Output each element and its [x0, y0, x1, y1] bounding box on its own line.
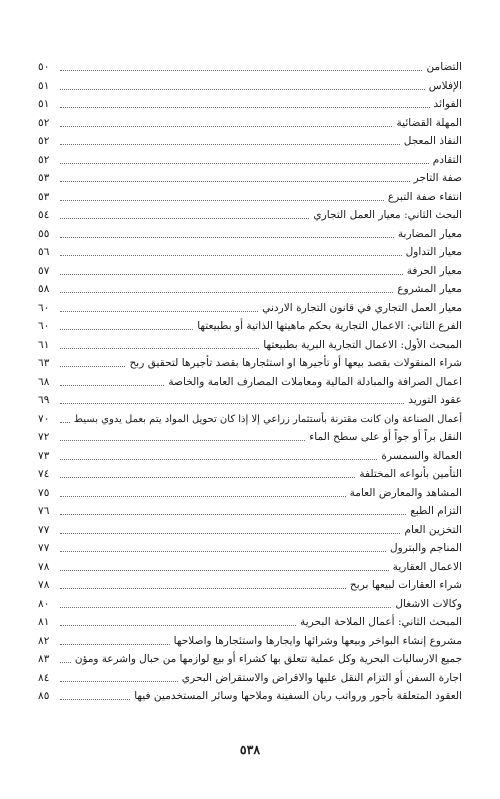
- toc-entry-title: شراء المنقولات بقصد بيعها أو تأجيرها او استئجارها بقصد تأجيرها لتحقيق ربح: [129, 357, 462, 369]
- toc-entry-page: ٨٤: [38, 671, 50, 684]
- toc-entry-title: اعمال الصرافة والمبادلة المالية ومعاملات المصارف العامة والخاصة: [168, 375, 462, 388]
- toc-entry-page: ٦٨: [38, 375, 50, 388]
- toc-entry-page: ٨٣: [38, 653, 50, 665]
- toc-entry-title: المبحث الثاني: أعمال الملاحة البحرية: [300, 616, 462, 628]
- toc-entry-title: وكالات الاشغال: [395, 597, 462, 610]
- toc-entry-page: ٥٠: [38, 61, 50, 73]
- toc-entry: [38, 260, 462, 278]
- toc-entry-page: ٦١: [38, 338, 50, 351]
- toc-entry-title: صفة التاجر: [413, 172, 462, 184]
- dot-leader: [60, 292, 393, 293]
- toc-entry-title: عقود التوريد: [408, 394, 462, 406]
- toc-entry-page: ٧٥: [38, 486, 50, 499]
- toc-entry-page: ٧٧: [38, 542, 50, 554]
- toc-entry-title: معيار المشروع: [397, 283, 462, 295]
- toc-entry: [38, 556, 462, 574]
- toc-entry: [38, 463, 462, 481]
- dot-leader: [60, 551, 386, 552]
- dot-leader: [60, 440, 305, 441]
- toc-entry-page: ٧٢: [38, 431, 50, 443]
- toc-entry-title: الاعمال العقارية: [392, 560, 462, 573]
- toc-entry: [38, 630, 462, 648]
- page-number: ٥٣٨: [239, 742, 261, 757]
- toc-entry: [38, 93, 462, 111]
- toc-entry: [38, 167, 462, 185]
- dot-leader: [60, 329, 193, 330]
- toc-entry-title: البحث الثاني: معيار العمل التجاري: [313, 209, 462, 221]
- dot-leader: [60, 588, 346, 589]
- toc-entry-title: العمالة والسمسرة: [381, 449, 462, 462]
- toc-entry-page: ٧٤: [38, 468, 50, 480]
- toc-entry-page: ٥٤: [38, 209, 50, 221]
- toc-entry-page: ٧٨: [38, 579, 50, 591]
- toc-entry-title: معيار التداول: [405, 246, 462, 258]
- toc-entry-page: ٥٥: [38, 227, 50, 240]
- toc-entry-title: معيار العمل التجاري في قانون التجارة الاردني: [262, 301, 462, 314]
- toc-entry: [38, 130, 462, 148]
- toc-entry-page: ٧٠: [38, 412, 50, 425]
- toc-entry-page: ٥٨: [38, 283, 50, 295]
- dot-leader: [60, 403, 404, 404]
- toc-entry: [38, 186, 462, 204]
- toc-entry-page: ٧٦: [38, 505, 50, 517]
- toc-entry-title: التخزين العام: [404, 523, 462, 536]
- toc-entry: [38, 371, 462, 389]
- toc-entry-title: التأمين بأنواعه المختلفة: [359, 468, 462, 480]
- dot-leader: [60, 237, 394, 238]
- toc-entry-title: المناجم والبترول: [389, 542, 462, 554]
- toc-entry: [38, 204, 462, 222]
- toc-entry: [38, 352, 462, 370]
- dot-leader: [60, 89, 425, 90]
- dot-leader: [60, 533, 400, 534]
- toc-entry-page: ٨٥: [38, 690, 50, 702]
- toc-entry: [38, 426, 462, 444]
- toc-entry-page: ٥٣: [38, 172, 50, 184]
- toc-entry-page: ٦٠: [38, 301, 50, 314]
- toc-entry-title: انتفاء صفة التبرع: [387, 190, 462, 203]
- toc-entry: [38, 611, 462, 629]
- dot-leader: [60, 311, 258, 312]
- toc-entry: [38, 389, 462, 407]
- dot-leader: [60, 126, 392, 127]
- toc-entry-title: أعمال الصناعة وان كانت مقترنة بأستثمار زراعي إلا إذا كان تحويل المواد يتم بعمل يدوي بسيط: [73, 413, 462, 425]
- toc-entry-title: شراء العقارات لبيعها بربح: [349, 579, 462, 591]
- dot-leader: [60, 200, 384, 201]
- dot-leader: [60, 181, 410, 182]
- toc-entry-title: المشاهد والمعارض العامة: [349, 486, 462, 499]
- toc-entry-page: ٥٢: [38, 116, 50, 129]
- dot-leader: [60, 625, 296, 626]
- toc-entry: [38, 593, 462, 611]
- toc-entry-page: ٥٧: [38, 264, 50, 277]
- toc-entry: [38, 241, 462, 259]
- toc-entry: [38, 297, 462, 315]
- dot-leader: [60, 422, 70, 423]
- toc-entry-title: جميع الارساليات البحرية وكل عملية تتعلق بها كشراء أو بيع لوازمها من حبال واشرعة ومؤن: [74, 653, 462, 665]
- dot-leader: [60, 496, 346, 497]
- toc-entry-page: ٦٣: [38, 357, 50, 369]
- dot-leader: [60, 699, 130, 700]
- toc-entry-page: ٥٣: [38, 190, 50, 203]
- toc-entry-page: ٦٠: [38, 320, 50, 332]
- dot-leader: [60, 107, 430, 108]
- dot-leader: [60, 218, 309, 219]
- toc-entry-page: ٦٩: [38, 394, 50, 406]
- toc-entry-page: ٥٢: [38, 153, 50, 166]
- dot-leader: [60, 70, 422, 71]
- toc-entry: [38, 648, 462, 666]
- toc-entry: [38, 334, 462, 352]
- dot-leader: [60, 644, 170, 645]
- toc-entry-title: التقادم: [432, 153, 462, 166]
- toc-entry: [38, 685, 462, 703]
- dot-leader: [60, 570, 389, 571]
- toc-entry: [38, 223, 462, 241]
- toc-entry-title: التزام الطبع: [410, 505, 462, 517]
- toc-entry-page: ٧٧: [38, 523, 50, 536]
- toc-entry-title: النقل براً أو جواً أو على سطح الماء: [309, 431, 462, 443]
- toc-entry: [38, 574, 462, 592]
- dot-leader: [60, 607, 391, 608]
- toc-entry: [38, 537, 462, 555]
- dot-leader: [60, 366, 125, 367]
- dot-leader: [60, 662, 71, 663]
- toc-entry: [38, 408, 462, 426]
- toc-entry-page: ٨٢: [38, 634, 50, 647]
- toc-entry-page: ٨٠: [38, 597, 50, 610]
- dot-leader: [60, 459, 377, 460]
- toc-entry-title: معيار الحرفة: [406, 264, 462, 277]
- toc-entry: [38, 149, 462, 167]
- toc-entry: [38, 315, 462, 333]
- toc-entry-title: المبحث الأول: الاعمال التجارية البرية بطبيعتها: [263, 338, 462, 351]
- toc-entry: [38, 56, 462, 74]
- toc-entry: [38, 278, 462, 296]
- toc-entry: [38, 112, 462, 130]
- toc-entry-title: الفرع الثاني: الاعمال التجارية بحكم ماهيتها الذاتية أو بطبيعتها: [197, 320, 462, 332]
- toc-entry-title: الإفلاس: [428, 79, 462, 92]
- toc-entry-title: المهلة القضائية: [396, 116, 462, 129]
- toc-entry-page: ٧٣: [38, 449, 50, 462]
- dot-leader: [60, 144, 400, 145]
- dot-leader: [60, 477, 355, 478]
- toc-entry-page: ٥١: [38, 98, 50, 110]
- dot-leader: [60, 274, 403, 275]
- dot-leader: [60, 385, 164, 386]
- toc-entry: [38, 445, 462, 463]
- toc-entry-page: ٨١: [38, 616, 50, 628]
- dot-leader: [60, 514, 406, 515]
- dot-leader: [60, 348, 259, 349]
- toc-entry: [38, 519, 462, 537]
- toc-entry-title: العقود المتعلقة بأجور ورواتب ربان السفينة وملاحها وسائر المستخدمين فيها: [134, 690, 462, 702]
- dot-leader: [60, 681, 178, 682]
- toc-entry-page: ٥٢: [38, 135, 50, 147]
- toc-entry-title: التضامن: [426, 61, 462, 73]
- toc-entry-title: معيار المضاربة: [397, 227, 462, 240]
- toc-entry: [38, 75, 462, 93]
- dot-leader: [60, 163, 429, 164]
- toc-entry-title: مشروع إنشاء البواخر وبيعها وشرائها وايجارها واستئجارها واصلاحها: [173, 634, 462, 647]
- dot-leader: [60, 255, 402, 256]
- toc-entry-page: ٥٦: [38, 246, 50, 258]
- toc-entry-title: الفوائد: [433, 98, 462, 110]
- toc-entry-title: النفاذ المعجل: [403, 135, 462, 147]
- toc-entry-page: ٧٨: [38, 560, 50, 573]
- toc-entry: [38, 500, 462, 518]
- toc-entry: [38, 667, 462, 685]
- toc-entry: [38, 482, 462, 500]
- toc-entry-page: ٥١: [38, 79, 50, 92]
- toc-entry-title: اجارة السفن أو التزام النقل عليها والاقراض والاستقراض البحري: [181, 671, 462, 684]
